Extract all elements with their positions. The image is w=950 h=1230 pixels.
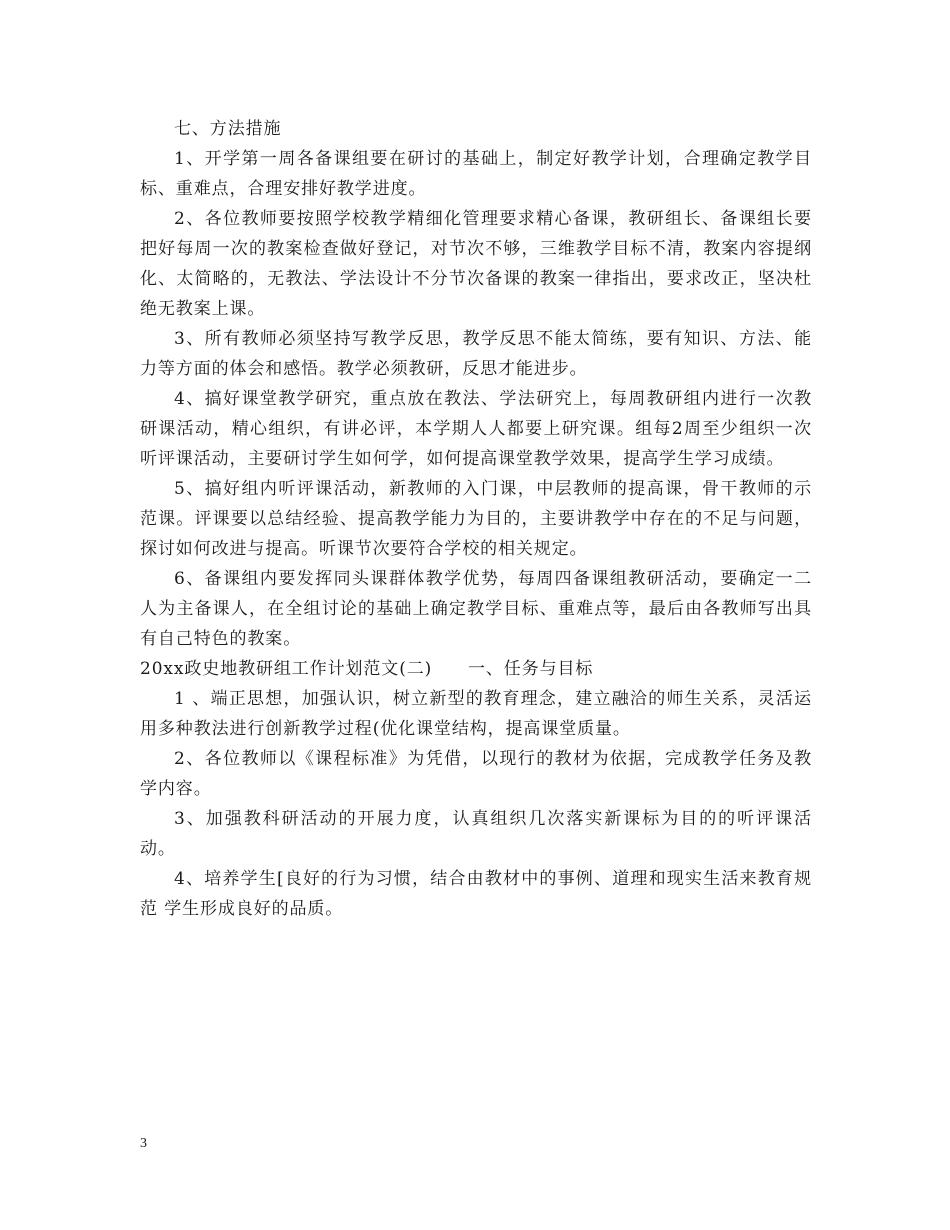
paragraph-goal-2: 2、各位教师以《课程标准》为凭借，以现行的教材为依据，完成教学任务及教学内容。 xyxy=(140,749,812,799)
paragraph-item-3: 3、所有教师必须坚持写教学反思，教学反思不能太简练，要有知识、方法、能力等方面的体会和感悟。教学必须教研，反思才能进步。 xyxy=(140,329,812,379)
paragraph-goal-4: 4、培养学生[良好的行为习惯，结合由教材中的事例、道理和现实生活来教育规范 学生形成良好的品质。 xyxy=(140,869,812,919)
section-title-plan-two: 20xx政史地教研组工作计划范文(二) 一、任务与目标 xyxy=(140,659,594,679)
paragraph-item-6: 6、备课组内要发挥同头课群体教学优势，每周四备课组教研活动，要确定一二人为主备课人，在全组讨论的基础上确定教学目标、重难点等，最后由各教师写出具有自己特色的教案。 xyxy=(140,569,812,649)
page-number: 3 xyxy=(140,1136,147,1151)
paragraph-item-5: 5、搞好组内听评课活动，新教师的入门课，中层教师的提高课，骨干教师的示范课。评课要以总结经验、提高教学能力为目的，主要讲教学中存在的不足与问题，探讨如何改进与提高。听课节次要符合学校的相关规定。 xyxy=(140,479,812,559)
document-body xyxy=(140,114,812,924)
paragraph-goal-3: 3、加强教科研活动的开展力度，认真组织几次落实新课标为目的的听评课活动。 xyxy=(140,809,812,859)
paragraph-item-4: 4、搞好课堂教学研究，重点放在教法、学法研究上，每周教研组内进行一次教研课活动，精心组织，有讲必评，本学期人人都要上研究课。组每2周至少组织一次听评课活动，主要研讨学生如何学，如何提高课堂教学效果，提高学生学习成绩。 xyxy=(140,389,812,469)
paragraph-goal-1: 1 、端正思想，加强认识，树立新型的教育理念，建立融洽的师生关系，灵活运用多种教法进行创新教学过程(优化课堂结构，提高课堂质量。 xyxy=(140,689,812,739)
paragraph-item-2: 2、各位教师要按照学校教学精细化管理要求精心备课，教研组长、备课组长要把好每周一次的教案检查做好登记，对节次不够，三维教学目标不清，教案内容提纲化、太简略的，无教法、学法设计不分节次备课的教案一律指出，要求改正，坚决杜绝无教案上课。 xyxy=(140,209,812,319)
paragraph-item-1: 1、开学第一周各备课组要在研讨的基础上，制定好教学计划，合理确定教学目标、重难点，合理安排好教学进度。 xyxy=(140,149,812,199)
section-heading-methods: 七、方法措施 xyxy=(174,119,282,139)
